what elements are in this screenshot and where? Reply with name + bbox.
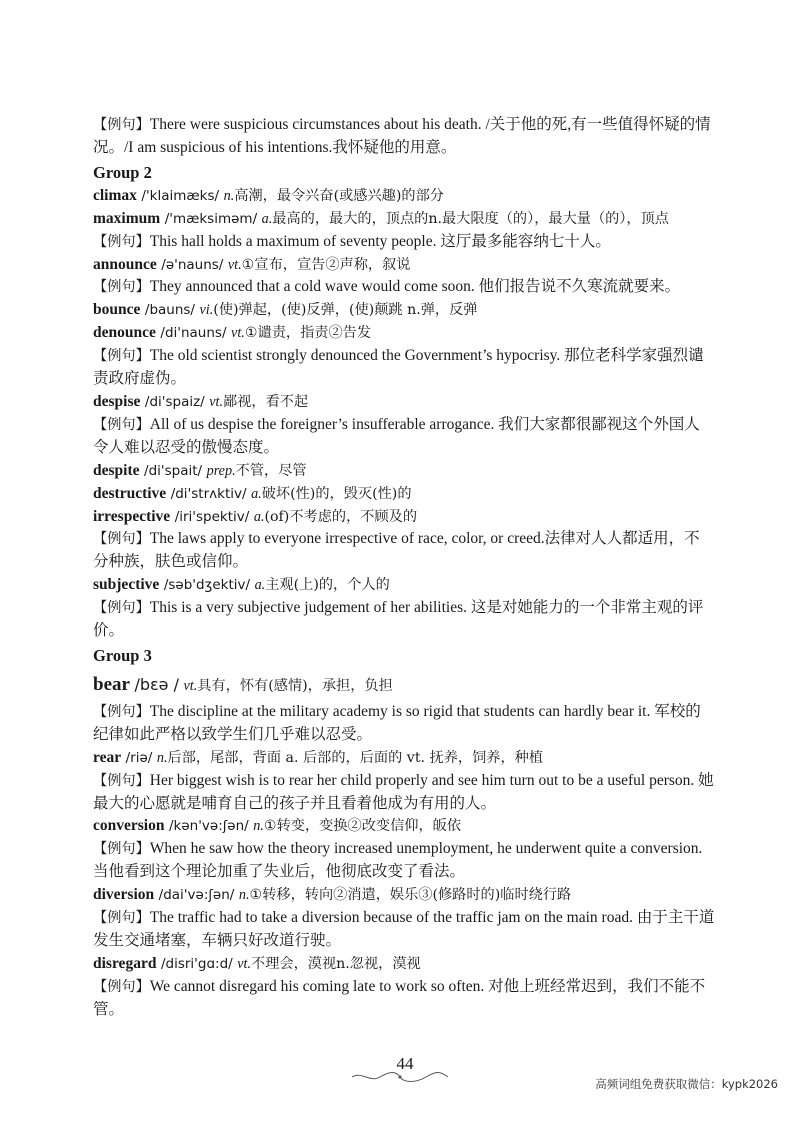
phonetic: /səb'dʒektiv/ — [163, 577, 251, 594]
vocab-entry — [93, 322, 715, 345]
footer-wechat-note: 高频词组免费获取微信：kypk2026 — [595, 1077, 778, 1091]
part-of-speech: vt. — [183, 677, 198, 694]
example-sentence — [93, 701, 715, 747]
part-of-speech: vt. — [237, 955, 251, 972]
phonetic: /'mæksiməm/ — [164, 210, 258, 227]
group-heading: Group 3 — [93, 645, 152, 665]
part-of-speech: n. — [253, 818, 264, 835]
example-text: There were suspicious circumstances about his death. /关于他的死,有一些值得怀疑的情况。/I am suspicious of his intentions.我怀疑他的用意。 — [93, 116, 711, 156]
headword: climax — [93, 186, 137, 204]
definition: ①转变，变换②改变信仰，皈依 — [263, 818, 462, 835]
part-of-speech: a. — [251, 485, 262, 502]
example-text: Her biggest wish is to rear her child properly and see him turn out to be a useful person. 她最大的心愿就是哺育自己的孩子并且看着他成为有用的人。 — [93, 771, 714, 812]
example-label: 【例句】 — [93, 233, 150, 250]
vocab-entry — [93, 483, 715, 506]
phonetic: /di'spait/ — [144, 462, 203, 479]
headword: announce — [93, 255, 157, 273]
phonetic: /di'spaiz/ — [144, 393, 205, 410]
example-label: 【例句】 — [93, 531, 150, 548]
example-label: 【例句】 — [93, 703, 150, 720]
definition: 具有，怀有(感情)，承担，负担 — [197, 677, 393, 694]
example-sentence — [93, 276, 715, 299]
ornament-flourish — [350, 1070, 450, 1084]
example-text: They announced that a cold wave would come soon. 他们报告说不久寒流就要来。 — [149, 278, 681, 296]
part-of-speech: a. — [254, 577, 266, 594]
document-body — [93, 114, 715, 1022]
part-of-speech: n. — [156, 749, 168, 766]
definition: ①宣布，宣告②声称，叙说 — [241, 256, 411, 273]
example-text: All of us despise the foreigner’s insufferable arrogance. 我们大家都很鄙视这个外国人令人难以忍受的傲慢态度。 — [93, 415, 700, 456]
phonetic: /ə'nauns/ — [161, 256, 224, 273]
example-sentence — [93, 231, 715, 254]
vocab-entry — [93, 670, 715, 701]
phonetic: /di'nauns/ — [160, 325, 227, 342]
headword: despise — [93, 392, 141, 410]
definition: 后部，尾部，背面 a. 后部的，后面的 vt. 抚养，饲养，种植 — [167, 749, 544, 766]
example-text: This is a very subjective judgement of her abilities. 这是对她能力的一个非常主观的评价。 — [93, 599, 704, 640]
vocab-entry — [93, 506, 715, 529]
phonetic: /kən'və:ʃən/ — [168, 818, 249, 835]
phonetic: /di'strʌktiv/ — [170, 485, 247, 502]
headword: despite — [93, 461, 140, 479]
example-text: This hall holds a maximum of seventy people. 这厅最多能容纳七十人。 — [149, 232, 611, 250]
definition: ①转移，转向②消遣，娱乐③(修路时的)临时绕行路 — [249, 887, 572, 904]
headword: conversion — [93, 817, 165, 835]
example-sentence — [93, 345, 715, 391]
headword: rear — [93, 748, 122, 766]
example-label: 【例句】 — [93, 117, 150, 133]
example-text: The discipline at the military academy is so rigid that students can hardly bear it. 军校的纪律如此严格以致学生们几乎难以忍受。 — [93, 702, 701, 743]
vocab-entry — [93, 815, 715, 838]
headword: subjective — [93, 576, 160, 594]
example-sentence — [93, 414, 715, 460]
phonetic: /bauns/ — [144, 302, 195, 319]
part-of-speech: prep. — [206, 462, 236, 479]
part-of-speech: n. — [238, 887, 250, 904]
vocab-entry — [93, 574, 715, 597]
example-text: The traffic had to take a diversion because of the traffic jam on the main road. 由于主干道发生交通堵塞，车辆只好改道行驶。 — [93, 909, 715, 949]
example-label: 【例句】 — [93, 978, 150, 995]
part-of-speech: vt. — [231, 325, 245, 342]
definition: 破坏(性)的，毁灭(性)的 — [261, 485, 412, 502]
part-of-speech: n. — [223, 187, 235, 204]
vocab-entry — [93, 747, 715, 770]
vocab-entry — [93, 254, 715, 277]
example-label: 【例句】 — [93, 910, 150, 927]
headword: destructive — [93, 484, 167, 502]
headword: maximum — [93, 209, 161, 227]
definition: 最高的，最大的，顶点的n.最大限度（的），最大量（的），顶点 — [272, 210, 669, 227]
vocab-entry — [93, 299, 715, 322]
example-label: 【例句】 — [93, 416, 150, 433]
definition: 不管，尽管 — [235, 462, 307, 479]
vocab-entry — [93, 460, 715, 483]
example-sentence — [93, 528, 715, 574]
phonetic: /bɛə / — [134, 674, 179, 694]
vocab-entry — [93, 208, 715, 231]
headword: disregard — [93, 954, 157, 972]
headword: bounce — [93, 301, 141, 319]
example-text: The laws apply to everyone irrespective of race, color, or creed.法律对人人都适用，不分种族，肤色或信仰。 — [93, 530, 700, 571]
phonetic: /disri'gɑ:d/ — [160, 955, 233, 972]
part-of-speech: vi. — [199, 302, 214, 319]
page-number: 44 — [396, 1054, 414, 1073]
example-label: 【例句】 — [93, 600, 150, 617]
example-sentence — [93, 976, 715, 1022]
example-label: 【例句】 — [93, 841, 150, 858]
example-sentence — [93, 597, 715, 643]
example-text: The old scientist strongly denounced the Government’s hypocrisy. 那位老科学家强烈谴责政府虚伪。 — [93, 347, 704, 388]
definition: 不理会，漠视n.忽视，漠视 — [251, 955, 421, 972]
example-sentence — [93, 770, 715, 816]
vocab-entry — [93, 185, 715, 208]
example-label: 【例句】 — [93, 772, 150, 789]
example-label: 【例句】 — [93, 348, 150, 365]
vocab-entry — [93, 953, 715, 976]
example-sentence — [93, 907, 715, 953]
example-sentence — [93, 114, 715, 160]
vocab-entry — [93, 884, 715, 907]
definition: 鄙视，看不起 — [223, 393, 309, 410]
vocab-entry — [93, 391, 715, 414]
phonetic: /dai'və:ʃən/ — [158, 887, 235, 904]
headword: denounce — [93, 324, 156, 342]
definition: 主观(上)的，个人的 — [265, 577, 390, 594]
headword: diversion — [93, 886, 155, 904]
example-text: We cannot disregard his coming late to work so often. 对他上班经常迟到，我们不能不管。 — [93, 977, 706, 1018]
part-of-speech: vt. — [209, 393, 224, 410]
definition: (of)不考虑的，不顾及的 — [264, 508, 418, 525]
example-sentence — [93, 838, 715, 884]
part-of-speech: a. — [261, 210, 273, 227]
example-label: 【例句】 — [93, 279, 150, 296]
phonetic: /iri'spektiv/ — [174, 508, 250, 525]
example-text: When he saw how the theory increased unemployment, he underwent quite a conversion.当他看到这个理论加重了失业后，他彻底改变了看法。 — [93, 840, 703, 881]
part-of-speech: vt. — [227, 256, 242, 273]
headword: bear — [93, 673, 130, 695]
definition: (使)弹起，(使)反弹，(使)颠跳 n.弹，反弹 — [213, 302, 478, 319]
definition: ①谴责，指责②告发 — [244, 325, 372, 342]
phonetic: /'klaimæks/ — [141, 187, 220, 204]
definition: 高潮，最令兴奋(或感兴趣)的部分 — [234, 187, 444, 204]
part-of-speech: a. — [253, 508, 265, 525]
group-heading: Group 2 — [93, 162, 152, 182]
phonetic: /riə/ — [125, 749, 153, 766]
headword: irrespective — [93, 507, 171, 525]
